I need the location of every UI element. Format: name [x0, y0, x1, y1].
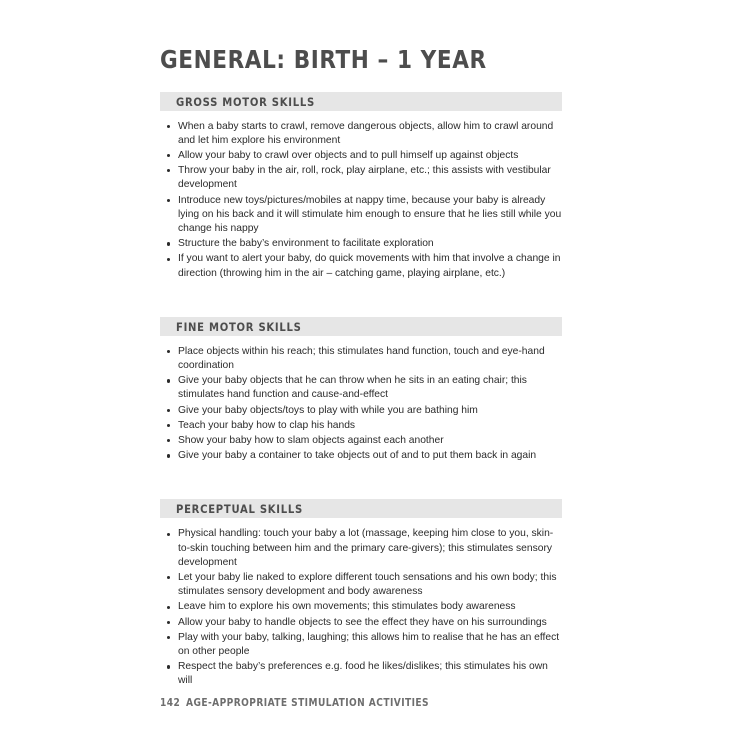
footer-running-head: AGE-APPROPRIATE STIMULATION ACTIVITIES — [185, 697, 430, 709]
section-fine-motor-skills — [160, 317, 562, 464]
bullet-item: Teach your baby how to clap his hands — [166, 419, 562, 433]
bullet-item: Introduce new toys/pictures/mobiles at nappy time, because your baby is already lying on his back and it will stimulate him enough to ensure that he lies still while you change his nappy — [166, 194, 562, 237]
bullet-item: Play with your baby, talking, laughing; this allows him to realise that he has an effect on other people — [166, 631, 562, 659]
bullet-item: Let your baby lie naked to explore different touch sensations and his own body; this stimulates sensory development and body awareness — [166, 571, 562, 599]
bullet-item: Show your baby how to slam objects against each another — [166, 434, 562, 448]
bullet-item: Allow your baby to handle objects to see the effect they have on his surroundings — [166, 616, 562, 630]
bullet-item: Place objects within his reach; this stimulates hand function, touch and eye-hand coordination — [166, 345, 562, 373]
bullet-item: Give your baby objects that he can throw when he sits in an eating chair; this stimulates hand function and cause-and-effect — [166, 374, 562, 402]
section-perceptual-skills — [160, 499, 562, 688]
sections-container — [160, 92, 562, 689]
footer-page-number: 142 — [160, 697, 181, 709]
bullet-item: Give your baby objects/toys to play with while you are bathing him — [166, 404, 562, 418]
bullet-item: Respect the baby’s preferences e.g. food he likes/dislikes; this stimulates his own will — [166, 660, 562, 688]
bullet-item: Throw your baby in the air, roll, rock, play airplane, etc.; this assists with vestibular development — [166, 164, 562, 192]
section-header-gross-motor-skills — [160, 92, 562, 111]
bullet-list-gross-motor-skills — [160, 120, 562, 281]
section-gross-motor-skills — [160, 92, 562, 281]
page-content — [160, 46, 562, 690]
bullet-item: Leave him to explore his own movements; this stimulates body awareness — [166, 600, 562, 614]
section-heading-label: FINE MOTOR SKILLS — [176, 319, 302, 334]
page-footer — [160, 697, 429, 709]
section-header-fine-motor-skills — [160, 317, 562, 336]
bullet-list-fine-motor-skills — [160, 345, 562, 464]
bullet-item: Give your baby a container to take objects out of and to put them back in again — [166, 449, 562, 463]
bullet-item: Structure the baby’s environment to facilitate exploration — [166, 237, 562, 251]
section-heading-label: PERCEPTUAL SKILLS — [176, 502, 303, 517]
section-header-perceptual-skills — [160, 499, 562, 518]
section-heading-label: GROSS MOTOR SKILLS — [176, 94, 315, 109]
bullet-item: If you want to alert your baby, do quick movements with him that involve a change in direction (throwing him in the air – catching game, playing airplane, etc.) — [166, 252, 562, 280]
bullet-item: When a baby starts to crawl, remove dangerous objects, allow him to crawl around and let him explore his environment — [166, 120, 562, 148]
bullet-item: Physical handling: touch your baby a lot (massage, keeping him close to you, skin-to-skin touching between him and the primary care-givers); this stimulates sensory development — [166, 527, 562, 570]
bullet-list-perceptual-skills — [160, 527, 562, 688]
page-title: GENERAL: BIRTH – 1 YEAR — [160, 45, 487, 74]
bullet-item: Allow your baby to crawl over objects and to pull himself up against objects — [166, 149, 562, 163]
